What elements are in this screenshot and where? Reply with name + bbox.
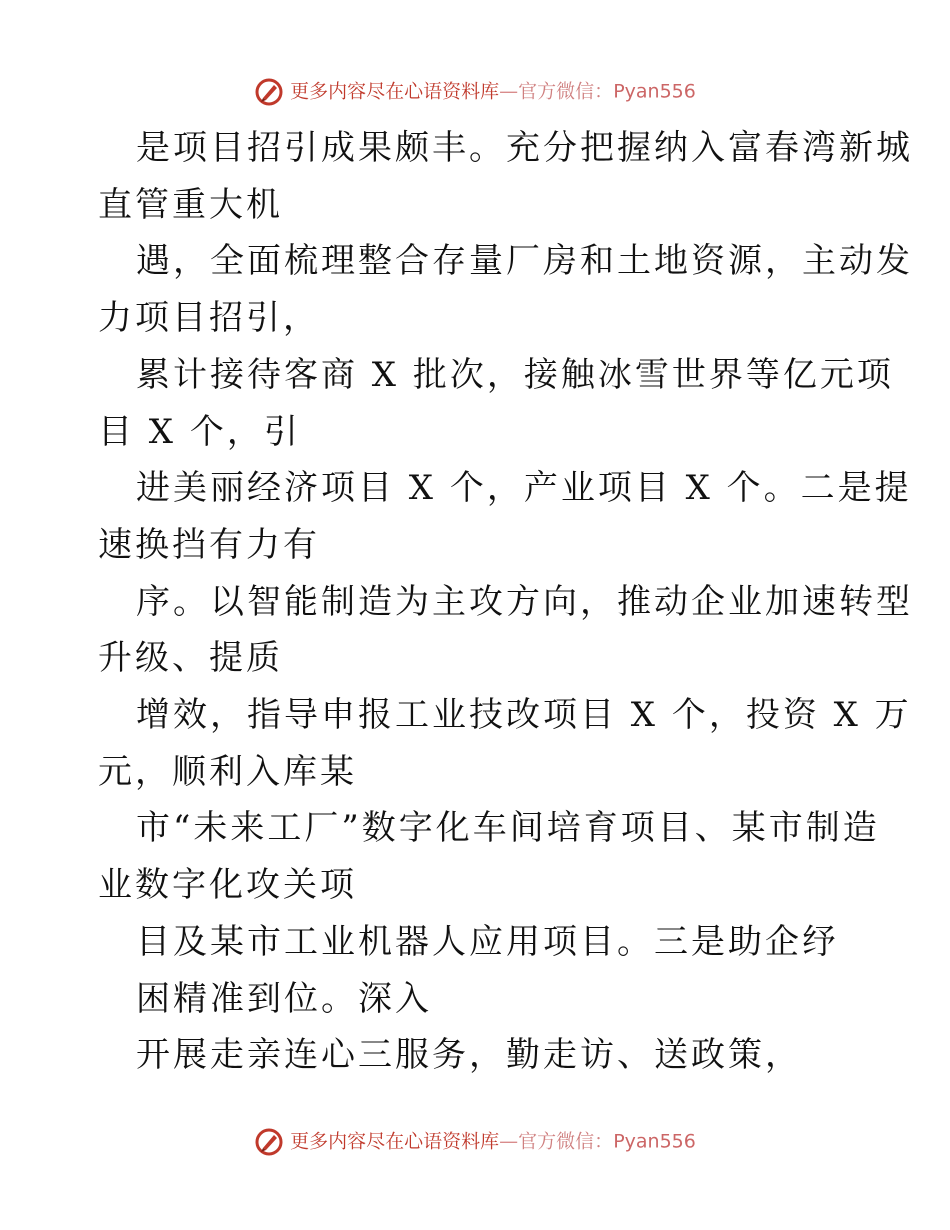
footer-watermark: [0, 1126, 950, 1157]
text-line: 序。以智能制造为主攻方向，推动企业加速转型: [136, 581, 913, 622]
watermark-wechat-id: Pyan556: [613, 80, 696, 103]
document-body: [98, 120, 913, 1084]
text-line: 困精准到位。深入: [136, 978, 432, 1019]
watermark-label: 官方微信：: [518, 1130, 614, 1153]
text-line: 开展走亲连心三服务，勤走访、送政策，: [136, 1035, 802, 1076]
watermark-title: 更多内容尽在心语资料库: [290, 80, 500, 103]
watermark-dash: —: [499, 1130, 519, 1153]
text-line: 力项目招引，: [98, 298, 320, 339]
text-line: 速换挡有力有: [98, 524, 320, 565]
text-line: 累计接待客商 X 批次，接触冰雪世界等亿元项: [136, 354, 894, 395]
header-watermark: [0, 76, 950, 107]
text-line: 进美丽经济项目 X 个，产业项目 X 个。二是提: [136, 468, 912, 509]
text-line: 业数字化攻关项: [98, 865, 357, 906]
text-line: 遇，全面梳理整合存量厂房和土地资源，主动发: [136, 241, 913, 282]
pen-logo-icon: [254, 1127, 284, 1157]
watermark-label: 官方微信：: [518, 80, 614, 103]
text-line: 升级、提质: [98, 638, 283, 679]
watermark-dash: —: [499, 80, 519, 103]
text-line: 市“未来工厂”数字化车间培育项目、某市制造: [136, 808, 880, 849]
watermark-wechat-id: Pyan556: [613, 1130, 696, 1153]
text-line: 增效，指导申报工业技改项目 X 个，投资 X 万: [136, 695, 912, 736]
text-line: 元，顺利入库某: [98, 751, 357, 792]
text-line: 是项目招引成果颇丰。充分把握纳入富春湾新城: [136, 128, 913, 168]
text-line: 目 X 个，引: [98, 411, 301, 452]
pen-logo-icon: [254, 77, 284, 107]
text-line: 直管重大机: [98, 184, 283, 225]
text-line: 目及某市工业机器人应用项目。三是助企纾: [136, 921, 839, 962]
watermark-title: 更多内容尽在心语资料库: [290, 1130, 500, 1153]
